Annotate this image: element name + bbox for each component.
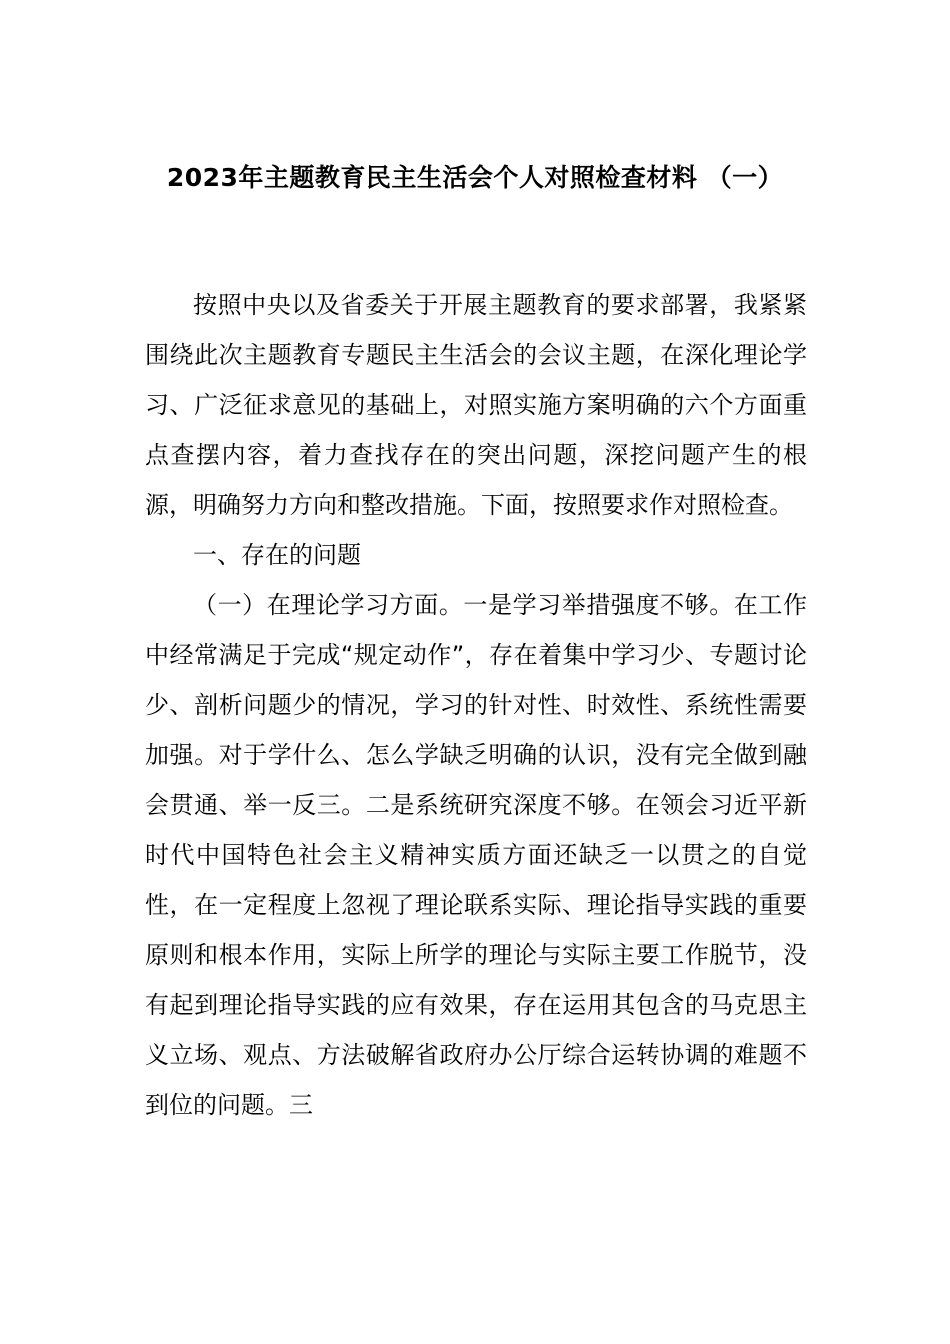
section-heading: 一、存在的问题 [193,541,361,569]
document-title: 2023年主题教育民主生活会个人对照检查材料 （一） [166,163,784,192]
intro-paragraph: 按照中央以及省委关于开展主题教育的要求部署，我紧紧围绕此次主题教育专题民主生活会的会议主题，在深化理论学习、广泛征求意见的基础上，对照实施方案明确的六个方面重点查摆内容，着力查找存在的突出问题，深挖问题产生的根源，明确努力方向和整改措施。下面，按照要求作对照检查。 [145,291,807,519]
document-body [145,280,807,1130]
theory-study-paragraph: （一）在理论学习方面。一是学习举措强度不够。在工作中经常满足于完成“规定动作”，存在着集中学习少、专题讨论少、剖析问题少的情况，学习的针对性、时效性、系统性需要加强。对于学什么、怎么学缺乏明确的认识，没有完全做到融会贯通、举一反三。二是系统研究深度不够。在领会习近平新时代中国特色社会主义精神实质方面还缺乏一以贯之的自觉性，在一定程度上忽视了理论联系实际、理论指导实践的重要原则和根本作用，实际上所学的理论与实际主要工作脱节，没有起到理论指导实践的应有效果，存在运用其包含的马克思主义立场、观点、方法破解省政府办公厅综合运转协调的难题不到位的问题。三 [145,591,807,1119]
